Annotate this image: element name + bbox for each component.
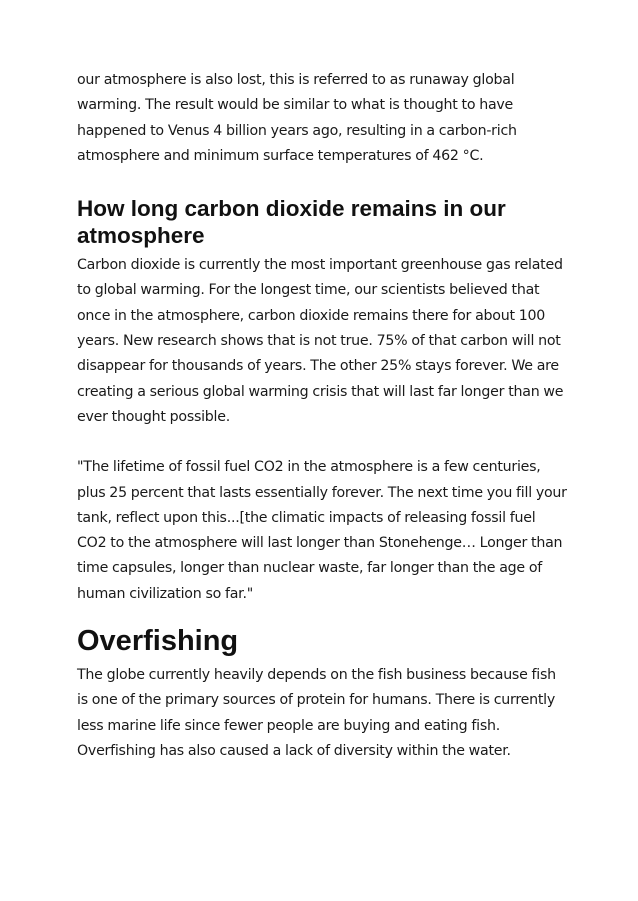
overfishing-paragraph: The globe currently heavily depends on the fish business because fish is one of the primary sources of protein for humans. There is currently less marine life since fewer people are buying and eating fish. Overfishing has also caused a lack of diversity within the water.	[77, 667, 556, 759]
co2-paragraph: Carbon dioxide is currently the most important greenhouse gas related to global warming. For the longest time, our scientists believed that once in the atmosphere, carbon dioxide remains there for about 100 years. New research shows that is not true. 75% of that carbon will not disappear for thousands of years. The other 25% stays forever. We are creating a serious global warming crisis that will last far longer than we ever thought possible.	[77, 257, 564, 425]
document-page	[77, 68, 567, 764]
section-heading-co2: How long carbon dioxide remains in our atmosphere	[77, 196, 506, 248]
paragraph-spacer	[77, 430, 567, 455]
co2-quote-paragraph: "The lifetime of fossil fuel CO2 in the atmosphere is a few centuries, plus 25 percent that lasts essentially forever. The next time you fill your tank, reflect upon this...[the climatic impacts of releasing fossil fuel CO2 to the atmosphere will last longer than Stonehenge… Longer than time capsules, longer than nuclear waste, far longer than the age of human civilization so far."	[77, 459, 567, 602]
section-heading-overfishing: Overfishing	[77, 625, 239, 658]
intro-paragraph: our atmosphere is also lost, this is referred to as runaway global warming. The result would be similar to what is thought to have happened to Venus 4 billion years ago, resulting in a carbon-rich atmosphere and minimum surface temperatures of 462 °C.	[77, 72, 517, 164]
